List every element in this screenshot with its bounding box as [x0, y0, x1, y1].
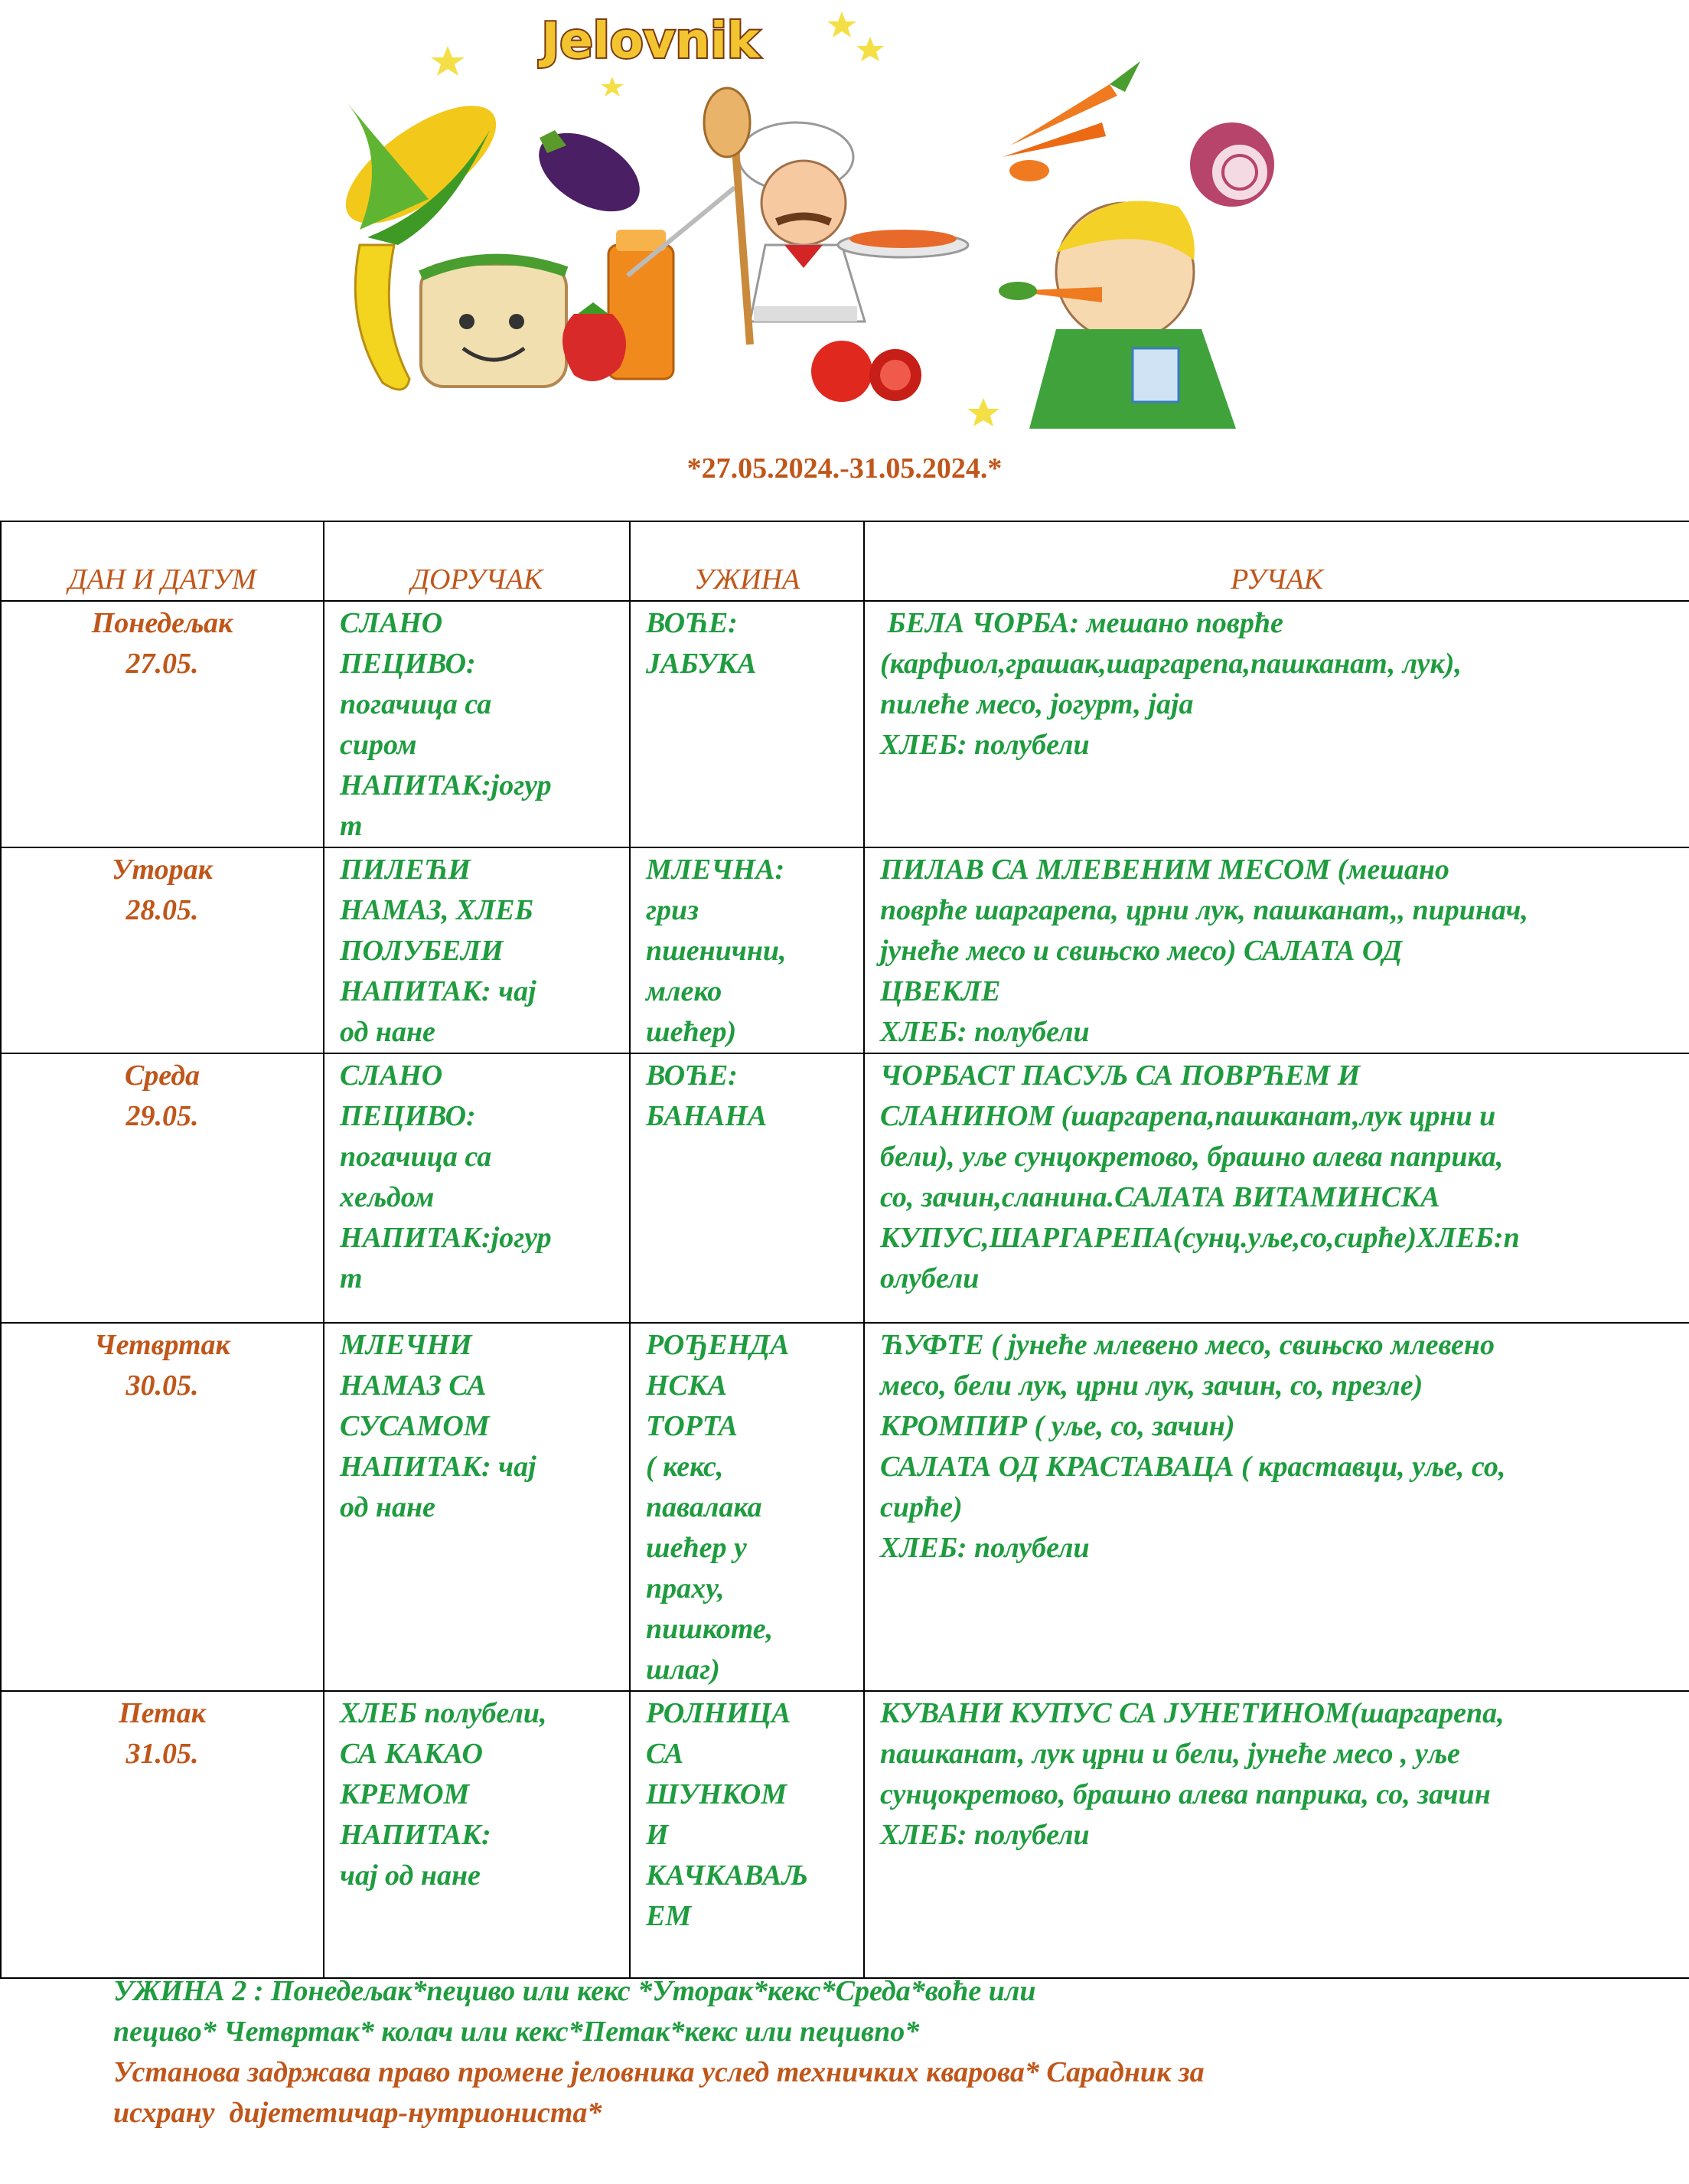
- breakfast-line: НАПИТАК:: [340, 1819, 491, 1851]
- lunch-line: ПИЛАВ СА МЛЕВЕНИМ МЕСОМ (мешано: [880, 854, 1449, 886]
- lunch-line: СЛАНИНОМ (шаргарепа,пашканат,лук црни и: [880, 1100, 1496, 1132]
- breakfast-cell: [324, 847, 630, 1053]
- lunch-line: ХЛЕБ: полубели: [880, 1819, 1090, 1851]
- breakfast-line: НАПИТАК: чај: [340, 975, 536, 1007]
- lunch-line: ЋУФТЕ ( јунеће млевено месо, свињско млевено: [880, 1329, 1495, 1361]
- breakfast-cell: [324, 1323, 630, 1691]
- header-snack: УЖИНА: [630, 521, 864, 601]
- breakfast-line: од нане: [340, 1491, 435, 1523]
- footer-notes: [113, 1971, 1567, 2133]
- snack-line: ВОЋЕ:: [646, 1059, 738, 1092]
- snack-cell: [630, 1053, 864, 1323]
- header-lunch: РУЧАК: [864, 521, 1689, 601]
- snack-line: павалака: [646, 1491, 762, 1523]
- lunch-line: со, зачин,сланина.САЛАТА ВИТАМИНСКА: [880, 1181, 1440, 1213]
- breakfast-line: КРЕМОМ: [340, 1778, 470, 1810]
- lunch-line: поврће шаргарепа, црни лук, пашканат,, пиринач,: [880, 894, 1528, 926]
- snack-cell: [630, 1323, 864, 1691]
- snack-line: праху,: [646, 1572, 725, 1605]
- onion-icon: [1190, 122, 1274, 207]
- breakfast-line: НАПИТАК: чај: [340, 1451, 536, 1483]
- snack-line: ( кекс,: [646, 1451, 724, 1483]
- breakfast-line: СУСАМОМ: [340, 1410, 490, 1442]
- table-row: [1, 847, 1689, 1053]
- lunch-cell: [864, 1053, 1689, 1323]
- snack-line: РОЛНИЦА: [646, 1697, 791, 1729]
- breakfast-cell: [324, 1053, 630, 1323]
- breakfast-line: МЛЕЧНИ: [340, 1329, 472, 1361]
- lunch-line: сунцокретово, брашно алева паприка, со, зачин: [880, 1778, 1491, 1810]
- day-name: Уторак: [112, 854, 213, 886]
- breakfast-line: ПЕЦИВО:: [340, 1100, 476, 1132]
- day-cell: [1, 1691, 324, 1978]
- breakfast-line: НАПИТАК:јогур: [340, 1222, 552, 1254]
- breakfast-line: СА КАКАО: [340, 1738, 483, 1770]
- sandwich-icon: [421, 260, 566, 387]
- lunch-line: месо, бели лук, црни лук, зачин, со, презле): [880, 1369, 1423, 1402]
- tomato-icon: [811, 341, 921, 402]
- lunch-line: ХЛЕБ: полубели: [880, 1532, 1090, 1564]
- snack-line: И: [646, 1819, 669, 1851]
- breakfast-line: погачица са: [340, 1141, 492, 1173]
- day-date: 30.05.: [126, 1369, 199, 1402]
- snack-line: РОЂЕНДА: [646, 1329, 790, 1361]
- lunch-line: олубели: [880, 1262, 980, 1294]
- table-row: [1, 1053, 1689, 1323]
- day-cell: [1, 847, 324, 1053]
- banana-icon: [355, 245, 409, 390]
- chef-icon: [704, 88, 968, 344]
- table-row: [1, 1691, 1689, 1978]
- lunch-cell: [864, 601, 1689, 847]
- corn-icon: [337, 84, 514, 246]
- breakfast-line: сиром: [340, 729, 417, 761]
- breakfast-line: СЛАНО: [340, 1059, 443, 1092]
- table-row: [1, 1323, 1689, 1691]
- breakfast-line: т: [340, 810, 363, 842]
- juice-bottle-icon: [608, 188, 735, 379]
- breakfast-line: погачица са: [340, 688, 492, 720]
- lunch-line: (карфиол,грашак,шаргарепа,пашканат, лук),: [880, 648, 1462, 680]
- day-cell: [1, 1323, 324, 1691]
- table-row: [1, 601, 1689, 847]
- breakfast-line: т: [340, 1262, 363, 1294]
- snack-line: БАНАНА: [646, 1100, 768, 1132]
- lunch-line: КРОМПИР ( уље, со, зачин): [880, 1410, 1235, 1442]
- lunch-line: ХЛЕБ: полубели: [880, 729, 1090, 761]
- date-range: *27.05.2024.-31.05.2024.*: [686, 452, 1003, 485]
- lunch-line: ЦВЕКЛЕ: [880, 975, 1001, 1007]
- snack-cell: [630, 1691, 864, 1978]
- day-name: Среда: [124, 1059, 201, 1092]
- snack-line: НСКА: [646, 1369, 728, 1402]
- breakfast-line: ХЛЕБ полубели,: [340, 1697, 547, 1729]
- snack-line: ВОЋЕ:: [646, 607, 738, 639]
- breakfast-line: НАМАЗ СА: [340, 1369, 487, 1402]
- breakfast-line: НАПИТАК:јогур: [340, 769, 552, 801]
- snack-line: ЈАБУКА: [646, 648, 757, 680]
- lunch-line: јунеће месо и свињско месо) САЛАТА ОД: [880, 935, 1403, 967]
- day-name: Понедељак: [91, 607, 233, 639]
- snack-line: СА: [646, 1738, 684, 1770]
- day-date: 27.05.: [126, 648, 199, 680]
- breakfast-line: СЛАНО: [340, 607, 443, 639]
- snack2-line: УЖИНА 2 : Понедељак*пециво или кекс *Уторак*кекс*Среда*воће или: [113, 1975, 1036, 2007]
- day-date: 29.05.: [126, 1100, 199, 1132]
- breakfast-line: од нане: [340, 1016, 435, 1048]
- breakfast-cell: [324, 1691, 630, 1978]
- carrot-icon: [1003, 61, 1140, 181]
- disclaimer-line: Установа задржава право промене јеловника услед техничких кварова* Сарадник за: [113, 2056, 1205, 2088]
- snack-line: млеко: [646, 975, 722, 1007]
- disclaimer-line: исхрану дијететичар-нутриониста*: [113, 2097, 602, 2129]
- lunch-cell: [864, 1323, 1689, 1691]
- lunch-line: пилеће месо, јогурт, јаја: [880, 688, 1194, 720]
- lunch-line: ЧОРБАСТ ПАСУЉ СА ПОВРЋЕМ И: [880, 1059, 1361, 1092]
- logo-text: Jelovnik: [541, 13, 760, 70]
- header-day-date: ДАН И ДАТУМ: [1, 521, 324, 601]
- breakfast-cell: [324, 601, 630, 847]
- snack-line: КАЧКАВАЉ: [646, 1859, 809, 1892]
- table-header-row: [1, 521, 1689, 601]
- day-name: Четвртак: [94, 1329, 230, 1361]
- snack-line: шлаг): [646, 1654, 720, 1686]
- breakfast-line: НАМАЗ, ХЛЕБ: [340, 894, 533, 926]
- jelovnik-header-illustration: [337, 0, 1324, 429]
- breakfast-line: ПИЛЕЋИ: [340, 854, 471, 886]
- lunch-line: САЛАТА ОД КРАСТАВАЦА ( краставци, уље, со,: [880, 1451, 1506, 1483]
- breakfast-line: хељдом: [340, 1181, 435, 1213]
- snack-line: ЕМ: [646, 1900, 692, 1932]
- snack-line: МЛЕЧНА:: [646, 854, 785, 886]
- boy-eating-carrot-icon: [999, 201, 1236, 429]
- snack-cell: [630, 601, 864, 847]
- snack-line: пишкоте,: [646, 1613, 774, 1645]
- snack-line: ТОРТА: [646, 1410, 739, 1442]
- snack-line: пшенични,: [646, 935, 787, 967]
- header-breakfast: ДОРУЧАК: [324, 521, 630, 601]
- snack-line: гриз: [646, 894, 699, 926]
- snack-line: ШУНКОМ: [646, 1778, 787, 1810]
- menu-table: [0, 521, 1689, 1979]
- breakfast-line: ПОЛУБЕЛИ: [340, 935, 504, 967]
- eggplant-icon: [526, 117, 654, 228]
- snack-cell: [630, 847, 864, 1053]
- lunch-line: БЕЛА ЧОРБА: мешано поврће: [880, 607, 1283, 639]
- lunch-cell: [864, 1691, 1689, 1978]
- day-date: 31.05.: [126, 1738, 199, 1770]
- snack-line: шећер у: [646, 1532, 747, 1564]
- lunch-line: ХЛЕБ: полубели: [880, 1016, 1090, 1048]
- day-cell: [1, 1053, 324, 1323]
- lunch-line: КУПУС,ШАРГАРЕПА(сунц.уље,со,сирће)ХЛЕБ:п: [880, 1222, 1520, 1254]
- day-name: Петак: [119, 1697, 206, 1729]
- snack2-line: пециво* Четвртак* колач или кекс*Петак*кекс или пецивпо*: [113, 2016, 920, 2048]
- lunch-line: КУВАНИ КУПУС СА ЈУНЕТИНОМ(шаргарепа,: [880, 1697, 1505, 1729]
- snack-line: шећер): [646, 1016, 737, 1048]
- lunch-line: бели), уље сунцокретово, брашно алева паприка,: [880, 1141, 1504, 1173]
- day-date: 28.05.: [126, 894, 199, 926]
- lunch-line: сирће): [880, 1491, 963, 1523]
- lunch-cell: [864, 847, 1689, 1053]
- lunch-line: пашканат, лук црни и бели, јунеће месо , уље: [880, 1738, 1460, 1770]
- breakfast-line: чај од нане: [340, 1859, 481, 1892]
- breakfast-line: ПЕЦИВО:: [340, 648, 476, 680]
- day-cell: [1, 601, 324, 847]
